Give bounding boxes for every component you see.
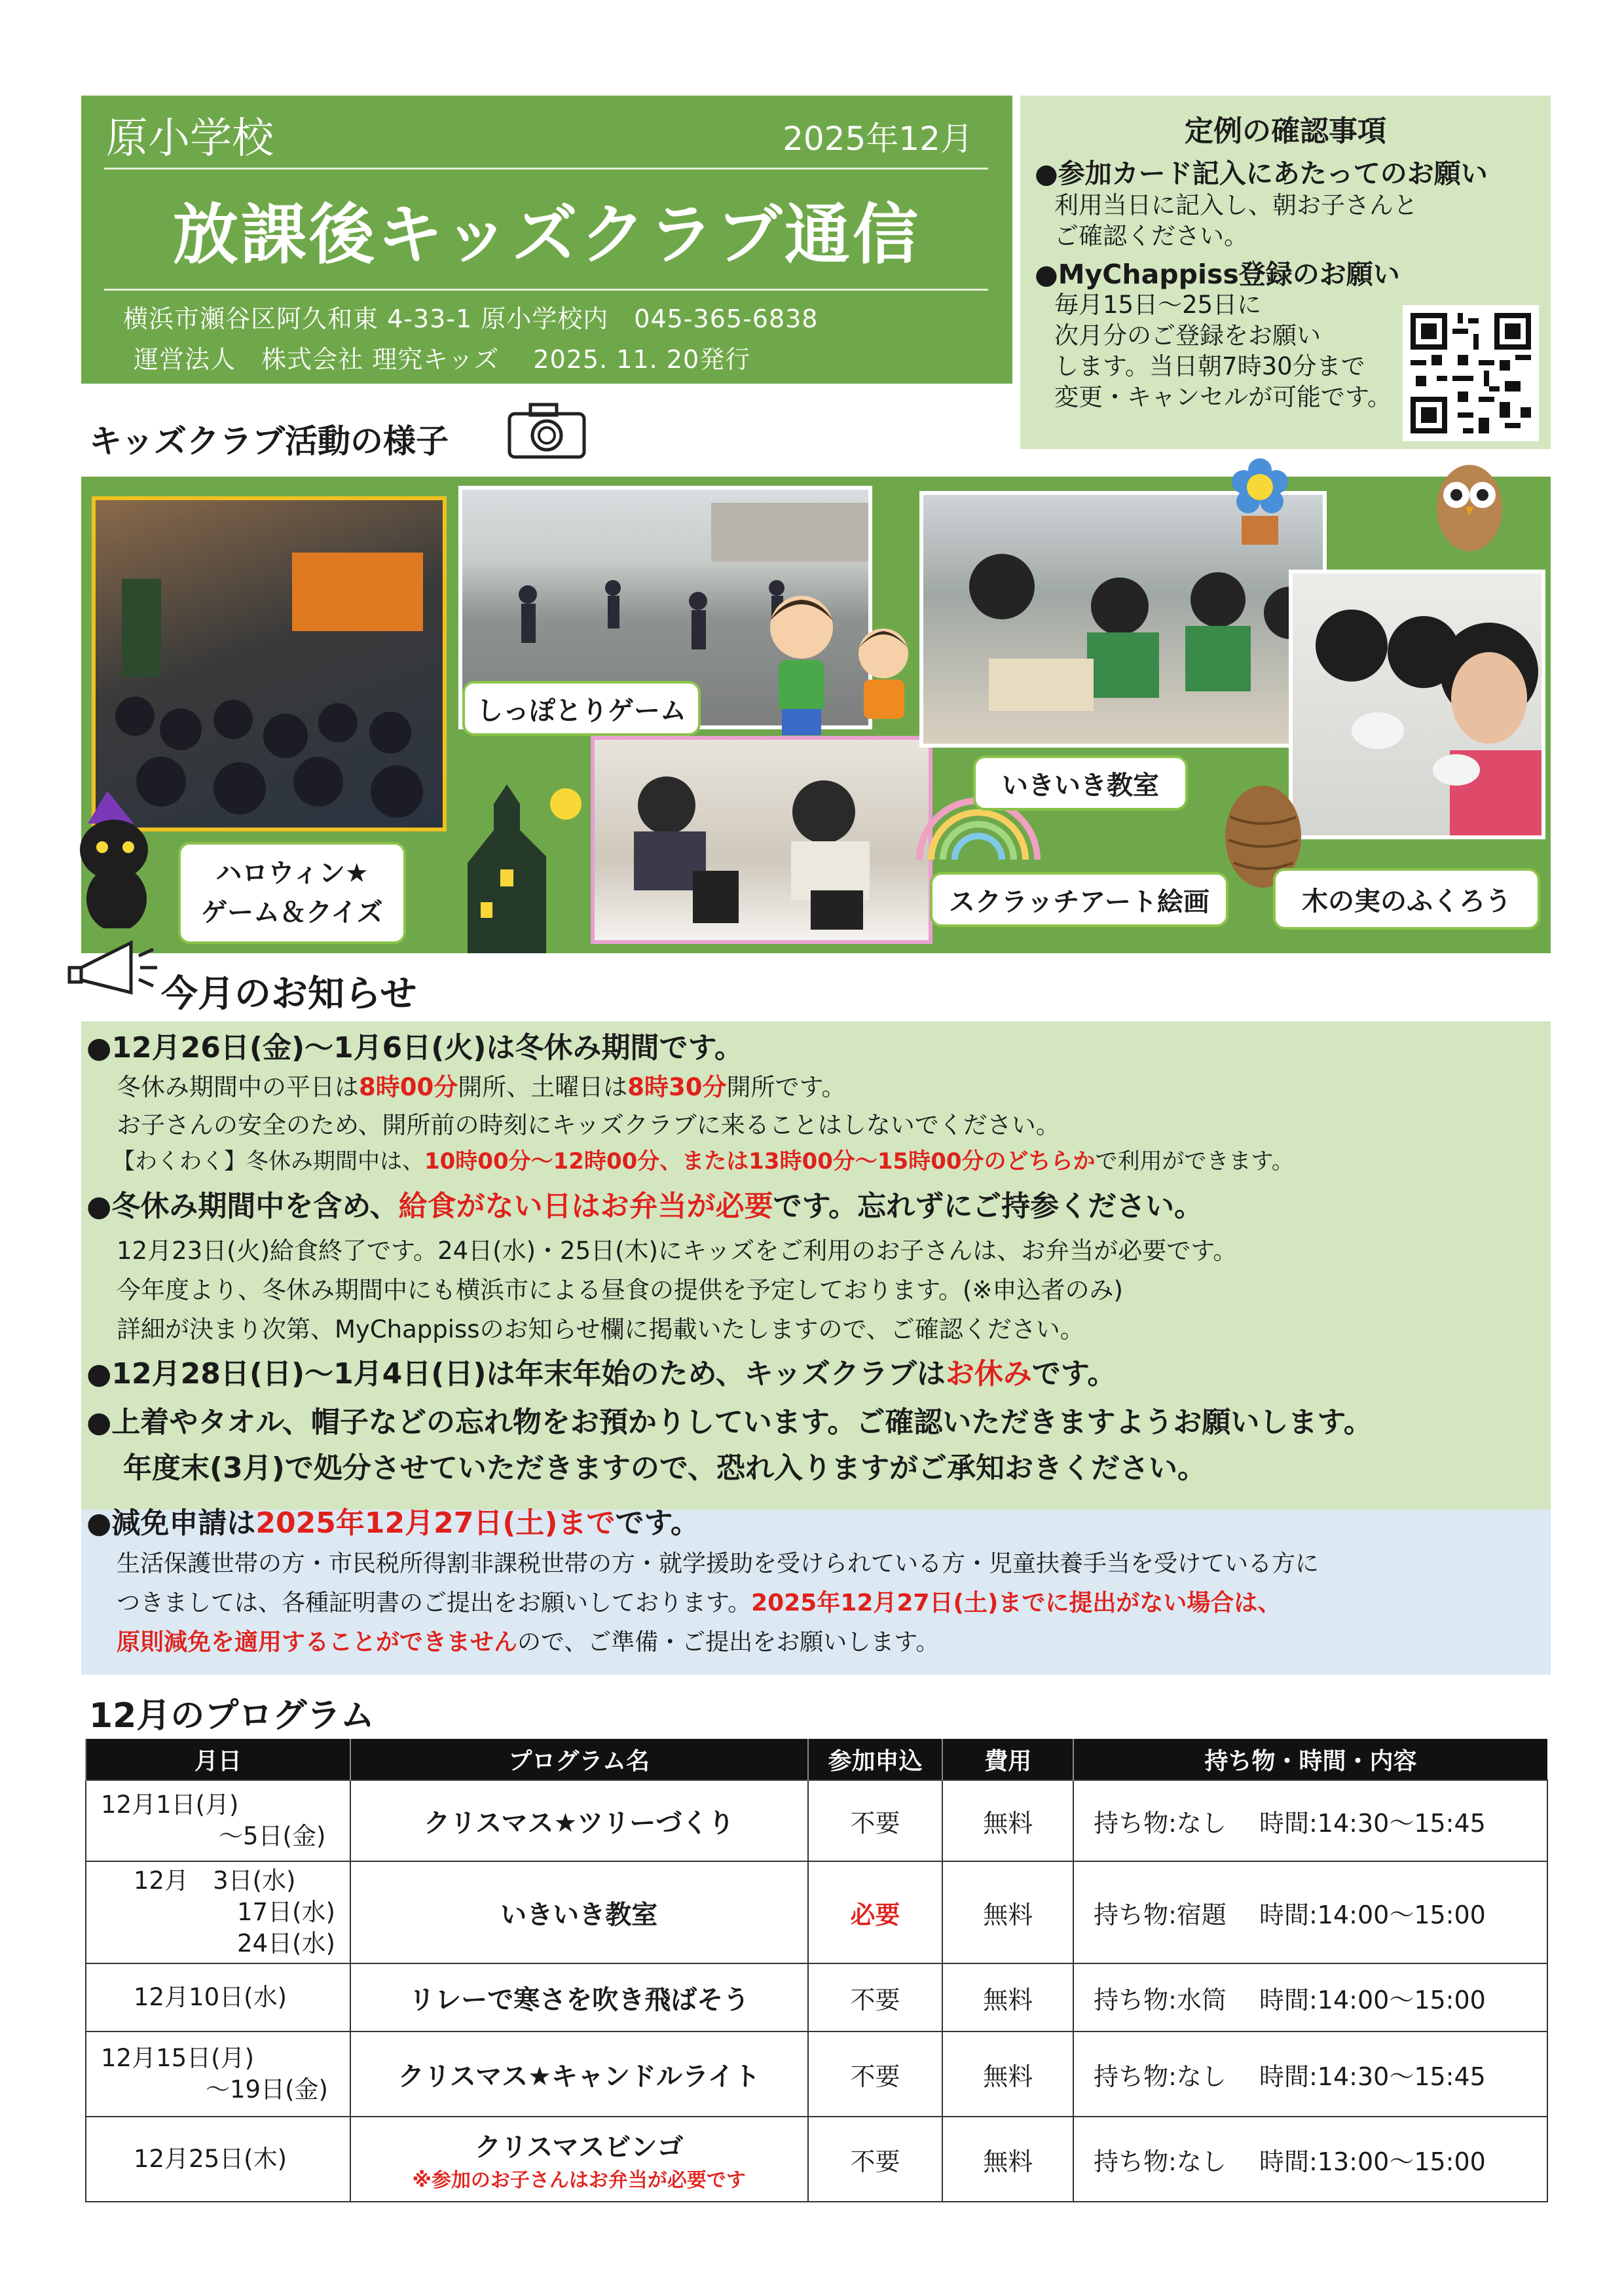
program-note: ※参加のお子さんはお弁当が必要です [412,2168,746,2192]
news-item: ●12月28日(日)～1月4日(日)は年末年始のため、キッズクラブはお休みです。 [86,1357,1116,1391]
photo-halloween [92,496,447,831]
column-header: 持ち物・時間・内容 [1073,1739,1547,1780]
activities-title: キッズクラブ活動の様子 [89,422,449,460]
caption-tag-game: しっぽとりゲーム [462,681,701,736]
detail-cell: 持ち物:宿題 時間:14:00～15:00 [1073,1861,1547,1963]
camera-icon [504,398,589,461]
caption-ikiiki-class: いきいき教室 [973,756,1188,811]
date-cell: 12月25日(木) [86,2117,350,2202]
notes-line: 利用当日に記入し、朝お子さんと [1054,191,1418,219]
children-with-owls [1293,574,1541,835]
table-row [86,1861,1547,1963]
newsletter-title: 放課後キッズクラブ通信 [173,196,921,273]
kids-illustration-icon [743,575,932,752]
haunted-house-icon [454,778,585,953]
program-table [85,1739,1548,2202]
qr-code[interactable] [1403,305,1539,441]
table-row [86,1780,1547,1861]
program-name: リレーで寒さを吹き飛ばそう [350,1963,808,2032]
notes-item-title: ●参加カード記入にあたってのお願い [1035,158,1488,189]
fee-cell: 無料 [942,1780,1073,1861]
caption-halloween [178,842,406,944]
news-item: ●上着やタオル、帽子などの忘れ物をお預かりしています。ご確認いただきますようお願いします。 [86,1406,1373,1439]
news-line: 原則減免を適用することができませんので、ご準備・ご提出をお願いします。 [117,1629,940,1656]
table-header-row [86,1739,1547,1780]
fee-cell: 無料 [942,1861,1073,1963]
detail-cell: 持ち物:なし 時間:13:00～15:00 [1073,2117,1547,2202]
black-cat-icon [75,784,179,928]
flower-icon [1221,450,1299,549]
news-line: 年度末(3月)で処分させていただきますので、恐れ入りますがご承知おきください。 [123,1451,1206,1485]
date-cell: 12月10日(水) [86,1963,350,2032]
news-line: 今年度より、冬休み期間中にも横浜市による昼食の提供を予定しております。(※申込者のみ) [117,1276,1123,1304]
notes-line: します。当日朝7時30分まで [1054,352,1365,380]
fee-cell: 無料 [942,2117,1073,2202]
column-header: プログラム名 [350,1739,808,1780]
notes-item-title: ●MyChappiss登録のお願い [1035,259,1400,290]
news-line: 12月23日(火)給食終了です。24日(水)・25日(木)にキッズをご利用のお子さんは、お弁当が必要です。 [117,1237,1238,1265]
photo-nut-owls [1289,570,1545,839]
program-name: クリスマスビンゴ ※参加のお子さんはお弁当が必要です [350,2117,808,2202]
fee-cell: 無料 [942,1963,1073,2032]
megaphone-icon [65,930,164,1002]
address: 横浜市瀬谷区阿久和東 4-33-1 原小学校内 045-365-6838 [123,304,819,333]
column-header: 月日 [86,1739,350,1780]
organization: 運営法人 株式会社 理究キッズ 2025. 11. 20発行 [134,345,751,374]
news-line: つきましては、各種証明書のご提出をお願いしております。2025年12月27日(土)までに提出がない場合は、 [117,1590,1282,1616]
table-row [86,1963,1547,2032]
children-silhouettes [96,500,443,828]
activities-panel [81,477,1551,953]
apply-cell: 不要 [808,1963,943,2032]
issue-date: 2025年12月 [783,120,973,158]
news-line: 詳細が決まり次第、MyChappissのお知らせ欄に掲載いたしますので、ご確認ください。 [117,1315,1084,1343]
news-line: お子さんの安全のため、開所前の時刻にキッズクラブに来ることはしないでください。 [117,1111,1060,1139]
date-cell: 12月1日(月) ～5日(金) [86,1780,350,1861]
owl-icon [1430,456,1509,554]
school-name: 原小学校 [106,115,274,163]
table-row [86,2117,1547,2202]
apply-cell: 不要 [808,2032,943,2117]
caption-line: ゲーム＆クイズ [201,898,383,928]
caption-nut-owls: 木の実のふくろう [1273,868,1540,930]
children-drawing [595,740,929,940]
detail-cell: 持ち物:なし 時間:14:30～15:45 [1073,1780,1547,1861]
news-item: ●冬休み期間中を含め、給食がない日はお弁当が必要です。忘れずにご持参ください。 [86,1190,1204,1223]
qr-code-icon [1405,308,1536,439]
program-name: いきいき教室 [350,1861,808,1963]
notes-line: 毎月15日～25日に [1054,291,1262,319]
apply-cell: 不要 [808,2117,943,2202]
notes-line: ご確認ください。 [1054,222,1248,250]
table-row [86,2032,1547,2117]
program-name: クリスマス★キャンドルライト [350,2032,808,2117]
divider [104,168,988,170]
divider [104,289,988,291]
caption-scratch-art: スクラッチアート絵画 [930,872,1228,927]
apply-cell: 不要 [808,1780,943,1861]
photo-scratch-art [591,736,932,944]
notes-line: 次月分のご登録をお願い [1054,321,1321,350]
news-line: 【わくわく】冬休み期間中は、10時00分～12時00分、または13時00分～15時00分のどちらかで利用ができます。 [113,1148,1294,1175]
program-name: クリスマス★ツリーづくり [350,1780,808,1861]
fee-cell: 無料 [942,2032,1073,2117]
notes-line: 変更・キャンセルが可能です。 [1054,383,1392,411]
program-title: 12月のプログラム [89,1696,375,1736]
news-line: 冬休み期間中の平日は8時00分開所、土曜日は8時30分開所です。 [117,1073,846,1101]
caption-line: ハロウィン★ [215,858,369,888]
date-cell: 12月 3日(水) 17日(水) 24日(水) [86,1861,350,1963]
news-line: 生活保護世帯の方・市民税所得割非課税世帯の方・就学援助を受けられている方・児童扶養手当を受けている方に [117,1550,1320,1577]
detail-cell: 持ち物:なし 時間:14:30～15:45 [1073,2032,1547,2117]
detail-cell: 持ち物:水筒 時間:14:00～15:00 [1073,1963,1547,2032]
notes-heading: 定例の確認事項 [1185,115,1386,148]
apply-cell: 必要 [808,1861,943,1963]
column-header: 費用 [942,1739,1073,1780]
date-cell: 12月15日(月) ～19日(金) [86,2032,350,2117]
news-item: ●減免申請は2025年12月27日(土)までです。 [86,1506,700,1540]
column-header: 参加申込 [808,1739,943,1780]
newsletter-header [81,96,1012,384]
news-item: ●12月26日(金)～1月6日(火)は冬休み期間です。 [86,1031,743,1065]
news-title: 今月のお知らせ [161,973,417,1015]
